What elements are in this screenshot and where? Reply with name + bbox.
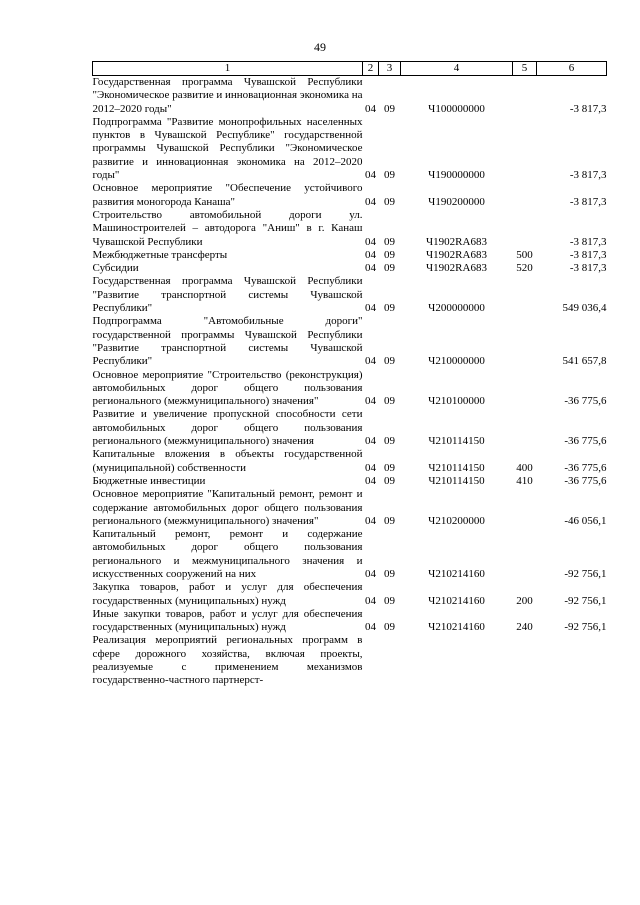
row-section-code: 04 <box>365 514 376 527</box>
row-target-article: Ч200000000 <box>428 302 485 315</box>
row-subsection-code: 09 <box>384 514 395 527</box>
table-header-row <box>93 62 607 76</box>
table-row <box>93 182 607 209</box>
column-header-target-article: 4 <box>401 62 513 76</box>
column-header-amount: 6 <box>537 62 607 76</box>
row-section-code: 04 <box>365 355 376 368</box>
row-expense-type: 240 <box>516 621 533 634</box>
row-section-code: 04 <box>365 262 376 275</box>
row-amount: -3 817,3 <box>569 248 607 261</box>
row-subsection-code: 09 <box>384 567 395 580</box>
row-amount: -36 775,6 <box>564 435 607 448</box>
row-amount: -46 056,1 <box>564 514 607 527</box>
row-amount: -92 756,1 <box>564 567 607 580</box>
row-expense-type <box>513 76 537 116</box>
row-expense-type <box>513 408 537 448</box>
row-name: Капитальные вложения в объекты государственной (муниципальной) собственности <box>92 448 363 474</box>
table-row <box>93 408 607 448</box>
row-subsection-code: 09 <box>384 355 395 368</box>
row-section-code: 04 <box>365 195 376 208</box>
row-expense-type <box>513 182 537 209</box>
row-expense-type: 500 <box>516 248 533 261</box>
row-expense-type <box>513 116 537 182</box>
row-target-article: Ч100000000 <box>428 102 485 115</box>
row-expense-type <box>513 528 537 581</box>
table-row <box>93 209 607 249</box>
row-name: Бюджетные инвестиции <box>92 474 206 487</box>
row-target-article: Ч190000000 <box>428 169 485 182</box>
table-row <box>93 262 607 275</box>
row-name: Строительство автомобильной дороги ул. Машиностроителей – автодорога "Аниш" в г. Канаш Чувашской Республики <box>92 208 363 248</box>
row-target-article: Ч210214160 <box>428 594 485 607</box>
row-name: Закупка товаров, работ и услуг для обеспечения государственных (муниципальных) нужд <box>92 581 363 607</box>
row-subsection-code: 09 <box>384 395 395 408</box>
row-target-article: Ч210000000 <box>428 355 485 368</box>
row-amount: 549 036,4 <box>562 302 607 315</box>
table-row <box>93 315 607 368</box>
row-amount: 541 657,8 <box>562 355 607 368</box>
row-section-code: 04 <box>365 169 376 182</box>
row-subsection-code: 09 <box>384 102 395 115</box>
row-expense-type <box>513 275 537 315</box>
row-target-article: Ч210200000 <box>428 514 485 527</box>
row-section-code: 04 <box>365 302 376 315</box>
column-header-expense-type: 5 <box>513 62 537 76</box>
row-section-code: 04 <box>365 235 376 248</box>
table-row <box>93 528 607 581</box>
table-row <box>93 475 607 488</box>
table-row <box>93 448 607 475</box>
row-expense-type <box>513 209 537 249</box>
row-name: Подпрограмма "Автомобильные дороги" государственной программы Чувашской Республики "Развитие транспортной системы Чувашской Республики" <box>92 315 363 368</box>
row-expense-type: 400 <box>516 461 533 474</box>
row-amount: -36 775,6 <box>564 461 607 474</box>
row-target-article: Ч210214160 <box>428 567 485 580</box>
column-header-subsection: 3 <box>379 62 401 76</box>
row-target-article: Ч210214160 <box>428 621 485 634</box>
table-row <box>93 634 607 687</box>
row-amount: -36 775,6 <box>564 474 607 487</box>
row-name: Межбюджетные трансферты <box>92 248 228 261</box>
row-subsection-code: 09 <box>384 621 395 634</box>
row-subsection-code: 09 <box>384 169 395 182</box>
table-row <box>93 608 607 635</box>
row-expense-type: 520 <box>516 262 533 275</box>
row-amount: -3 817,3 <box>569 195 607 208</box>
row-section-code: 04 <box>365 395 376 408</box>
row-subsection-code: 09 <box>384 302 395 315</box>
row-expense-type <box>513 315 537 368</box>
row-expense-type <box>513 369 537 409</box>
row-amount: -3 817,3 <box>569 262 607 275</box>
row-section-code: 04 <box>365 102 376 115</box>
row-subsection-code: 09 <box>384 248 395 261</box>
row-name: Подпрограмма "Развитие монопрофильных населенных пунктов в Чувашской Республике" государственной программы Чувашской Республики "Экономическое развитие и инновационная экономика на 2012–2020 годы" <box>92 115 363 182</box>
row-expense-type: 200 <box>516 594 533 607</box>
table-row <box>93 275 607 315</box>
row-section-code <box>363 634 379 687</box>
table-row <box>93 488 607 528</box>
row-subsection-code: 09 <box>384 262 395 275</box>
table-row <box>93 116 607 182</box>
row-expense-type: 410 <box>516 474 533 487</box>
row-target-article: Ч1902RA683 <box>426 262 487 275</box>
row-target-article: Ч210100000 <box>428 395 485 408</box>
row-name: Развитие и увеличение пропускной способности сети автомобильных дорог общего пользования регионального (межмуниципального) значения <box>92 408 363 448</box>
row-amount: -3 817,3 <box>569 102 607 115</box>
row-amount: -3 817,3 <box>569 169 607 182</box>
row-amount: -92 756,1 <box>564 594 607 607</box>
row-target-article: Ч210114150 <box>428 461 485 474</box>
row-amount <box>537 634 607 687</box>
row-expense-type <box>513 488 537 528</box>
row-target-article: Ч190200000 <box>428 195 485 208</box>
row-amount: -92 756,1 <box>564 621 607 634</box>
row-target-article: Ч1902RA683 <box>426 235 487 248</box>
row-name: Капитальный ремонт, ремонт и содержание автомобильных дорог общего пользования регионального и межмуниципального значения и искусственных сооружений на них <box>92 528 363 580</box>
row-amount: -36 775,6 <box>564 395 607 408</box>
row-name: Государственная программа Чувашской Республики "Развитие транспортной системы Чувашской Республики" <box>92 275 363 315</box>
row-name: Основное мероприятие "Обеспечение устойчивого развития моногорода Канаша" <box>92 182 363 208</box>
row-name: Реализация мероприятий региональных программ в сфере дорожного хозяйства, включая проекты, реализуемые с применением механизмов государственно-частного партнерст- <box>92 634 363 687</box>
row-section-code: 04 <box>365 248 376 261</box>
row-subsection-code: 09 <box>384 461 395 474</box>
row-name: Иные закупки товаров, работ и услуг для обеспечения государственных (муниципальных) нужд <box>92 607 363 634</box>
row-section-code: 04 <box>365 621 376 634</box>
row-section-code: 04 <box>365 567 376 580</box>
row-subsection-code: 09 <box>384 474 395 487</box>
row-target-article <box>401 634 513 687</box>
row-section-code: 04 <box>365 435 376 448</box>
row-amount: -3 817,3 <box>569 235 607 248</box>
table-row <box>93 369 607 409</box>
column-header-section: 2 <box>363 62 379 76</box>
row-name: Субсидии <box>92 262 139 275</box>
budget-table <box>92 61 607 688</box>
row-section-code: 04 <box>365 461 376 474</box>
row-section-code: 04 <box>365 474 376 487</box>
table-row <box>93 249 607 262</box>
table-row <box>93 581 607 608</box>
page-number: 49 <box>314 40 326 54</box>
row-target-article: Ч210114150 <box>428 435 485 448</box>
row-section-code: 04 <box>365 594 376 607</box>
row-name: Государственная программа Чувашской Республики "Экономическое развитие и инновационная экономика на 2012–2020 годы" <box>92 76 363 115</box>
row-target-article: Ч1902RA683 <box>426 248 487 261</box>
row-subsection-code: 09 <box>384 235 395 248</box>
row-expense-type <box>513 634 537 687</box>
row-name: Основное мероприятие "Строительство (реконструкция) автомобильных дорог общего пользования регионального (межмуниципального) значения" <box>92 368 363 408</box>
row-name: Основное мероприятие "Капитальный ремонт, ремонт и содержание автомобильных дорог общего пользования регионального (межмуниципального) значения" <box>92 488 363 527</box>
row-subsection-code: 09 <box>384 435 395 448</box>
table-row <box>93 76 607 116</box>
row-subsection-code: 09 <box>384 594 395 607</box>
row-target-article: Ч210114150 <box>428 474 485 487</box>
row-subsection-code <box>379 634 401 687</box>
row-subsection-code: 09 <box>384 195 395 208</box>
column-header-name: 1 <box>93 62 363 76</box>
